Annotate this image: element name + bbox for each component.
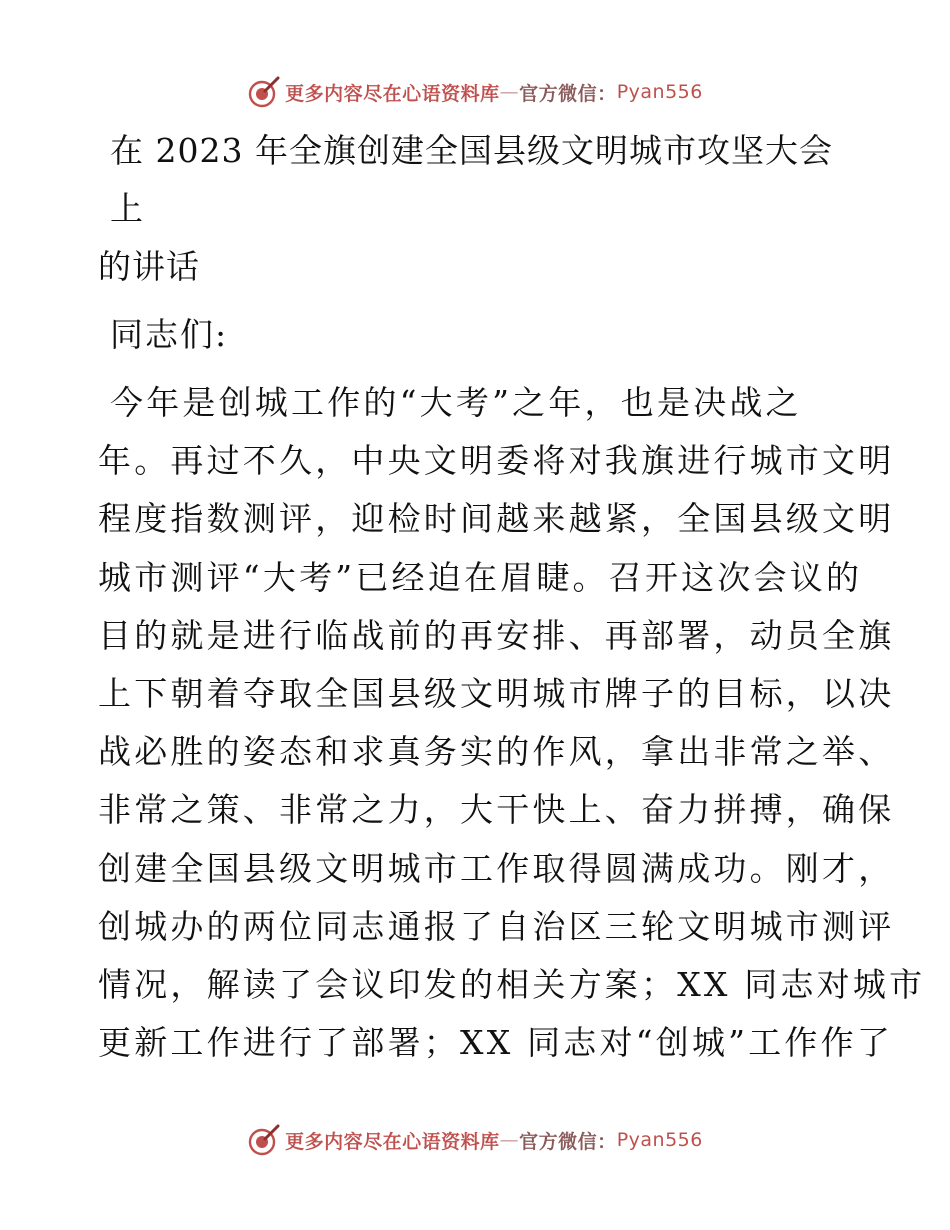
paragraph-line: 战必胜的姿态和求真务实的作风，拿出非常之举、	[98, 732, 895, 772]
brush-logo-icon	[247, 1123, 281, 1157]
paragraph-line: 创城办的两位同志通报了自治区三轮文明城市测评	[98, 906, 895, 946]
watermark-wechat-id: Pyan556	[616, 1129, 703, 1151]
paragraph-line: 年。再过不久，中央文明委将对我旗进行城市文明	[98, 441, 895, 481]
watermark-separator: —	[499, 81, 520, 103]
watermark-separator: —	[499, 1129, 520, 1151]
watermark-wechat-id: Pyan556	[616, 81, 703, 103]
paragraph-line: 城市测评“大考”已经迫在眉睫。召开这次会议的	[98, 557, 863, 597]
header-watermark	[0, 72, 950, 112]
watermark-text: 更多内容尽在心语资料库	[285, 1130, 500, 1153]
title-line: 在 2023 年全旗创建全国县级文明城市攻坚大会上	[110, 131, 833, 228]
document-body	[98, 122, 926, 1072]
paragraph-line: 创建全国县级文明城市工作取得圆满成功。刚才，	[98, 848, 895, 888]
watermark-text: 更多内容尽在心语资料库	[285, 82, 500, 105]
title-line: 的讲话	[98, 247, 200, 286]
paragraph-line: 目的就是进行临战前的再安排、再部署，动员全旗	[98, 615, 895, 655]
watermark-official-label: 官方微信：	[519, 1130, 617, 1153]
watermark-official-label: 官方微信：	[519, 82, 617, 105]
body-paragraph	[98, 374, 926, 1072]
paragraph-line: 今年是创城工作的“大考”之年，也是决战之	[110, 383, 802, 422]
salutation: 同志们:	[110, 315, 229, 354]
document-title	[98, 122, 858, 296]
paragraph-line: 上下朝着夺取全国县级文明城市牌子的目标，以决	[98, 674, 895, 714]
paragraph-line: 情况，解读了会议印发的相关方案；XX 同志对城市	[98, 965, 926, 1005]
paragraph-line: 程度指数测评，迎检时间越来越紧，全国县级文明	[98, 499, 895, 539]
paragraph-line: 非常之策、非常之力，大干快上、奋力拼搏，确保	[98, 790, 895, 830]
footer-watermark	[0, 1120, 950, 1160]
paragraph-line: 更新工作进行了部署；XX 同志对“创城”工作作了	[98, 1023, 894, 1063]
brush-logo-icon	[247, 75, 281, 109]
